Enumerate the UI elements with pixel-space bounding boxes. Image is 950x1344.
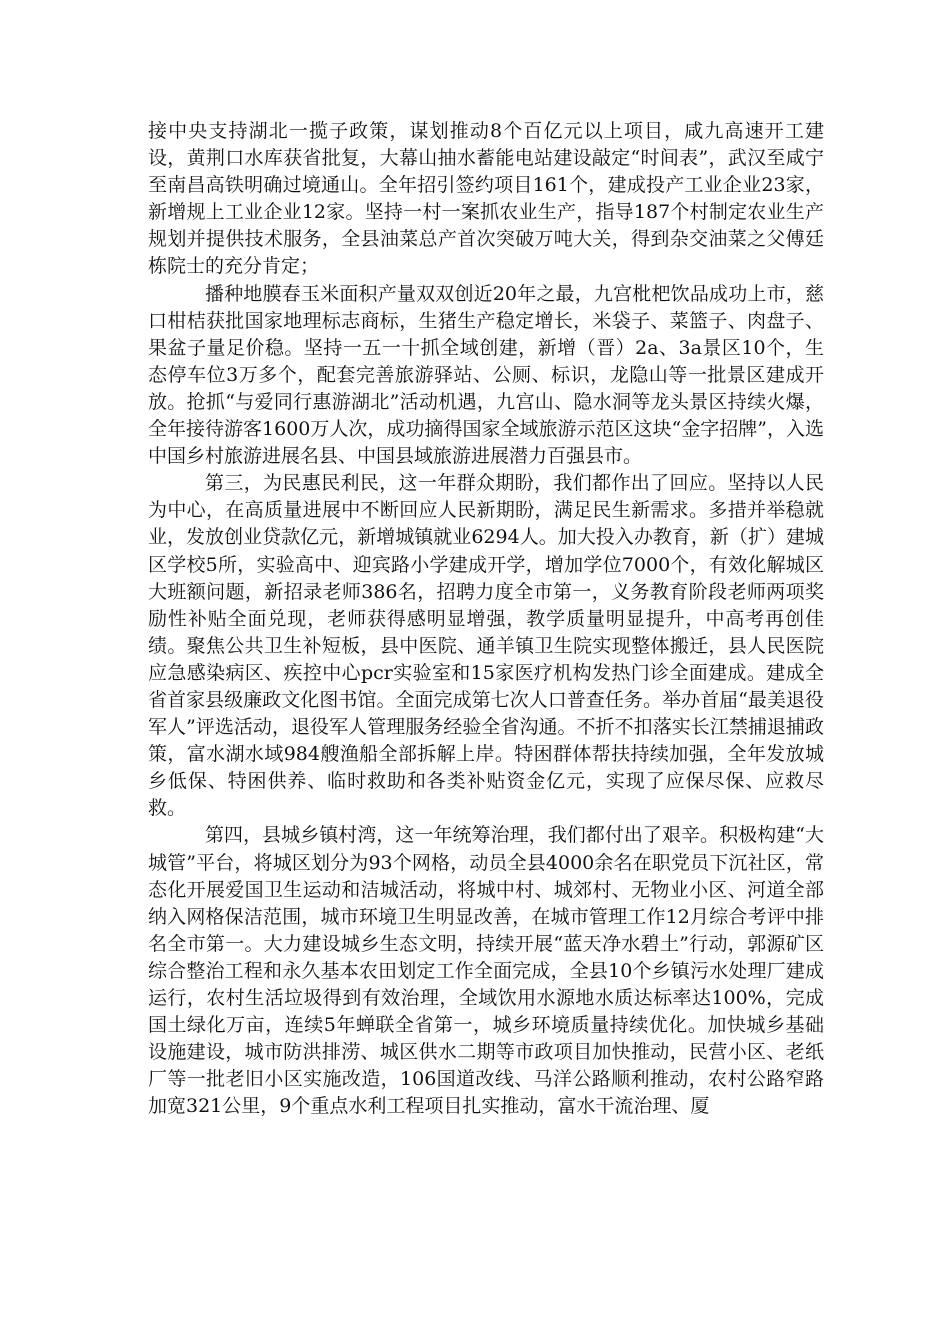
paragraph-2: 播种地膜春玉米面积产量双双创近20年之最，九宫枇杷饮品成功上市，慈口柑桔获批国家地理标志商标，生猪生产稳定增长，米袋子、菜篮子、肉盘子、果盆子量足价稳。坚持一五一十抓全域创建，新增（晋）2a、3a景区10个，生态停车位3万多个，配套完善旅游驿站、公厕、标识，龙隐山等一批景区建成开放。抢抓“与爱同行惠游湖北”活动机遇，九宫山、隐水洞等龙头景区持续火爆，全年接待游客1600万人次，成功摘得国家全域旅游示范区这块“金字招牌”，入选中国乡村旅游进展名县、中国县域旅游进展潜力百强县市。 [148, 282, 824, 468]
document-body [148, 118, 824, 1120]
paragraph-1: 接中央支持湖北一揽子政策，谋划推动8个百亿元以上项目，咸九高速开工建设，黄荆口水库获省批复，大幕山抽水蓄能电站建设敲定“时间表”，武汉至咸宁至南昌高铁明确过境通山。全年招引签约项目161个，建成投产工业企业23家，新增规上工业企业12家。坚持一村一案抓农业生产，指导187个村制定农业生产规划并提供技术服务，全县油菜总产首次突破万吨大关，得到杂交油菜之父傅廷栋院士的充分肯定； [148, 120, 824, 278]
paragraph-4: 第四，县城乡镇村湾，这一年统筹治理，我们都付出了艰辛。积极构建“大城管”平台，将城区划分为93个网格，动员全县4000余名在职党员下沉社区，常态化开展爱国卫生运动和洁城活动，将城中村、城郊村、无物业小区、河道全部纳入网格保洁范围，城市环境卫生明显改善，在城市管理工作12月综合考评中排名全市第一。大力建设城乡生态文明，持续开展“蓝天净水碧土”行动，郭源矿区综合整治工程和永久基本农田划定工作全面完成，全县10个乡镇污水处理厂建成运行，农村生活垃圾得到有效治理，全域饮用水源地水质达标率达100%，完成国土绿化万亩，连续5年蝉联全省第一，城乡环境质量持续优化。加快城乡基础设施建设，城市防洪排涝、城区供水二期等市政项目加快推动，民营小区、老纸厂等一批老旧小区实施改造，106国道改线、马洋公路顺利推动，农村公路窄路加宽321公里，9个重点水利工程项目扎实推动，富水干流治理、厦 [148, 824, 824, 1118]
paragraph-3: 第三，为民惠民利民，这一年群众期盼，我们都作出了回应。坚持以人民为中心，在高质量进展中不断回应人民新期盼，满足民生新需求。多措并举稳就业，发放创业贷款亿元，新增城镇就业6294人。加大投入办教育，新（扩）建城区学校5所，实验高中、迎宾路小学建成开学，增加学位7000个，有效化解城区大班额问题，新招录老师386名，招聘力度全市第一，义务教育阶段老师两项奖励性补贴全面兑现，老师获得感明显增强，教学质量明显提升，中高考再创佳绩。聚焦公共卫生补短板，县中医院、通羊镇卫生院实现整体搬迁，县人民医院应急感染病区、疾控中心pcr实验室和15家医疗机构发热门诊全面建成。建成全省首家县级廉政文化图书馆。全面完成第七次人口普查任务。举办首届“最美退役军人”评选活动，退役军人管理服务经验全省沟通。不折不扣落实长江禁捕退捕政策，富水湖水域984艘渔船全部拆解上岸。特困群体帮扶持续加强，全年发放城乡低保、特困供养、临时救助和各类补贴资金亿元，实现了应保尽保、应救尽救。 [148, 472, 824, 820]
